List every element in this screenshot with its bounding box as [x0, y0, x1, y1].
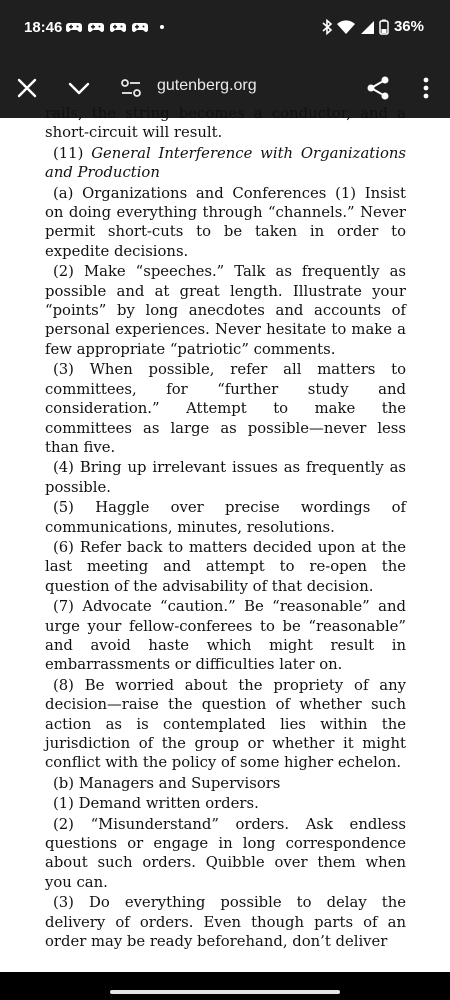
url-text[interactable]: gutenberg.org — [157, 77, 257, 94]
game-controller-icon — [66, 20, 82, 34]
paragraph: (1) Demand written orders. — [53, 795, 259, 813]
paragraph: rails, the string becomes a conductor, and a short-circuit will result. — [45, 105, 406, 142]
paragraph: (3) Do everything possible to delay the delivery of orders. Even though parts of an order may be ready beforehand, don’t deliver — [45, 894, 406, 951]
section-heading — [45, 144, 406, 183]
paragraph: (7) Advocate “caution.” Be “reasonable” and urge your fellow-conferees to be “reasonable” and avoid haste which might result in embarrassments or difficulties later on. — [45, 598, 406, 674]
close-icon[interactable] — [14, 75, 40, 101]
navigation-bar — [0, 972, 450, 1000]
site-settings-icon[interactable] — [120, 77, 142, 99]
share-icon[interactable] — [364, 74, 392, 102]
paragraph: (b) Managers and Supervisors — [53, 774, 281, 792]
game-controller-icon — [132, 20, 148, 34]
paragraph: (5) Haggle over precise wordings of communications, minutes, resolutions. — [45, 499, 406, 536]
battery-icon — [379, 19, 389, 35]
paragraph: (6) Refer back to matters decided upon at the last meeting and attempt to re-open the question of the advisability of that decision. — [45, 538, 406, 595]
page-content[interactable] — [0, 105, 450, 972]
paragraph: (a) Organizations and Conferences (1) Insist on doing everything through “channels.” Never permit short-cuts to be taken in order to expedite decisions. — [45, 184, 406, 260]
heading-prefix: (11) — [53, 144, 92, 162]
paragraph: (3) When possible, refer all matters to committees, for “further study and consideration.” Attempt to make the committees as large as possible—never less than five. — [45, 361, 406, 456]
more-options-icon[interactable] — [414, 74, 438, 102]
wifi-icon — [337, 19, 355, 35]
bluetooth-icon — [322, 19, 332, 35]
more-notifications-dot — [160, 25, 164, 29]
heading-title: General Interference with Organizations and Production — [45, 144, 406, 182]
game-controller-icon — [110, 20, 126, 34]
paragraph: (2) “Misunderstand” orders. Ask endless questions or engage in long correspondence about such orders. Quibble over them when you can. — [45, 815, 406, 891]
cell-signal-icon — [360, 19, 374, 35]
article-text — [45, 104, 406, 952]
gesture-handle[interactable] — [110, 990, 340, 994]
paragraph: (4) Bring up irrelevant issues as frequently as possible. — [45, 459, 406, 496]
paragraph: (8) Be worried about the propriety of any decision—raise the question of whether such action as is contemplated lies within the jurisdiction of the group or whether it might conflict with the policy of some higher echelon. — [45, 676, 406, 772]
paragraph: (2) Make “speeches.” Talk as frequently as possible and at great length. Illustrate your “points” by long anecdotes and accounts of personal experiences. Never hesitate to make a few appropriate “patriotic” comments. — [45, 263, 406, 358]
notification-icons — [66, 20, 164, 34]
status-bar — [0, 0, 450, 58]
status-time: 18:46 — [24, 19, 63, 36]
system-icons — [322, 18, 424, 35]
game-controller-icon — [88, 20, 104, 34]
chevron-down-icon[interactable] — [66, 75, 92, 101]
battery-percent: 36% — [393, 18, 424, 35]
